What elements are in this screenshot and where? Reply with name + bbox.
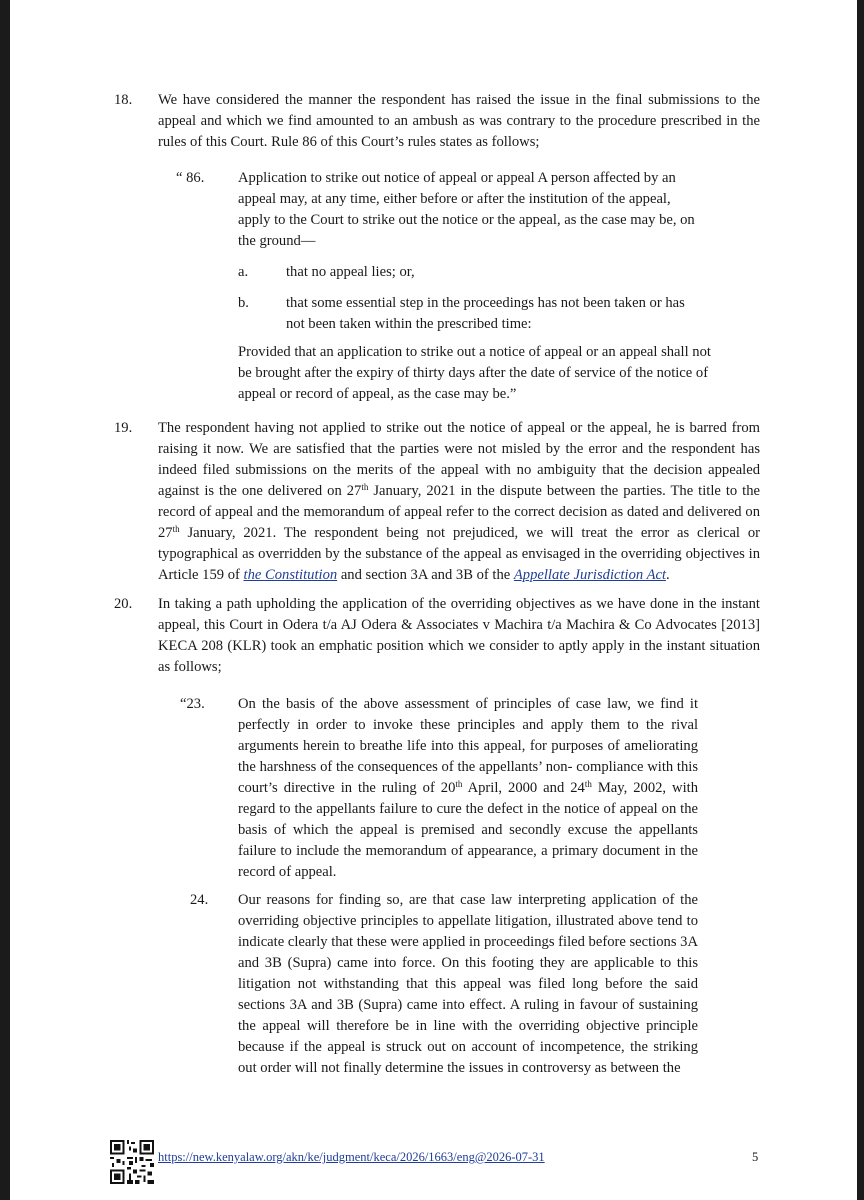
- paragraph-19-text: January, 2021. The respondent being not prejudiced, we will treat the error as clerical or typographical as overridden by the substance of the appeal as envisaged in the overriding objectives in Article 159 of: [158, 525, 760, 583]
- paragraph-19-text: .: [666, 567, 670, 583]
- paragraph-number-20: 20.: [114, 596, 133, 612]
- quote-23-text: May, 2002, with regard to the appellants failure to cure the defect in the notice of appeal on the basis of which the appeal is premised and secondly excuse the appellants failure to include the memorandum of appearance, a primary document in the record of appeal.: [238, 780, 698, 880]
- rule-86-text: Application to strike out notice of appeal or appeal A person affected by an appeal may, at any time, either before or after the institution of the appeal, apply to the Court to strike out the notice or the appeal, as the case may be, on the ground—: [238, 170, 695, 249]
- quote-23: [238, 694, 698, 883]
- paragraph-19: [158, 418, 760, 586]
- quote-23-text: April, 2000 and 24: [462, 780, 585, 796]
- judgment-url-link[interactable]: https://new.kenyalaw.org/akn/ke/judgment/keca/2026/1663/eng@2026-07-31: [158, 1150, 545, 1164]
- appellate-jurisdiction-act-link[interactable]: Appellate Jurisdiction Act: [513, 567, 667, 583]
- rule-86-proviso: Provided that an application to strike out a notice of appeal or an appeal shall not be brought after the expiry of thirty days after the date of service of the notice of appeal or record of appeal, as the case may be.”: [238, 344, 711, 402]
- footer-url[interactable]: [158, 1150, 545, 1165]
- quote-24: Our reasons for finding so, are that case law interpreting application of the overriding objective principles to appellate litigation, illustrated above tend to indicate clearly that these were applied in proceedings filed before sections 3A and 3B (Supra) came into force. On this footing they are applicable to this litigation not withstanding that this appeal was filed long before the said sections 3A and 3B (Supra) came into effect. A ruling in favour of sustaining the appeal will therefore be in line with the overriding objective principle because if the appeal is struck out on account of incompetence, the striking out order will not finally determine the issues in controversy as between the: [238, 892, 698, 1076]
- paragraph-19-text: and section 3A and 3B of the: [337, 567, 514, 583]
- quote-number-86: “ 86.: [176, 170, 205, 186]
- document-page: [10, 0, 857, 1200]
- paragraph-20: In taking a path upholding the application of the overriding objectives as we have done in the instant appeal, this Court in Odera t/a AJ Odera & Associates v Machira t/a Machira & Co Advocates [2013] KECA 208 (KLR) took an emphatic position which we consider to aptly apply in the instant situation as follows;: [158, 596, 760, 675]
- quote-number-23: “23.: [180, 696, 205, 712]
- rule-86-item-a: that no appeal lies; or,: [286, 264, 415, 280]
- paragraph-number-18: 18.: [114, 92, 133, 108]
- page-number: 5: [752, 1150, 759, 1164]
- quote-23-text: On the basis of the above assessment of principles of case law, we find it perfectly in order to invoke these principles and apply them to the rival arguments herein to breathe life into this appeal, for purposes of ameliorating the harshness of the consequences of the appellants’ non- compliance with this court’s directive in the ruling of 20: [238, 696, 698, 796]
- paragraph-number-19: 19.: [114, 420, 133, 436]
- quote-number-24: 24.: [190, 892, 209, 908]
- paragraph-19-text: The respondent having not applied to strike out the notice of appeal or the appeal, he is barred from raising it now. We are satisfied that the parties were not misled by the error and the respondent has indeed filed submissions on the merits of the appeal with no ambiguity that the decision appealed against is the one delivered on 27: [158, 420, 760, 499]
- paragraph-18: We have considered the manner the respondent has raised the issue in the final submissions to the appeal and which we find amounted to an ambush as was contrary to the procedure prescribed in the rules of this Court. Rule 86 of this Court’s rules states as follows;: [158, 92, 760, 150]
- constitution-link[interactable]: the Constitution: [243, 567, 338, 583]
- superscript: th: [584, 779, 592, 789]
- qr-code-icon: [110, 1140, 154, 1184]
- rule-86-item-b: that some essential step in the proceedings has not been taken or has not been taken within the prescribed time:: [286, 295, 685, 332]
- superscript: th: [361, 482, 369, 492]
- superscript: th: [172, 524, 180, 534]
- superscript: th: [455, 779, 463, 789]
- rule-86-item-a-label: a.: [238, 264, 249, 280]
- paragraph-19-text: January, 2021 in the dispute between the parties. The title to the record of appeal and the memorandum of appeal refer to the correct decision as dated and delivered on 27: [158, 483, 760, 541]
- rule-86-item-b-label: b.: [238, 295, 249, 311]
